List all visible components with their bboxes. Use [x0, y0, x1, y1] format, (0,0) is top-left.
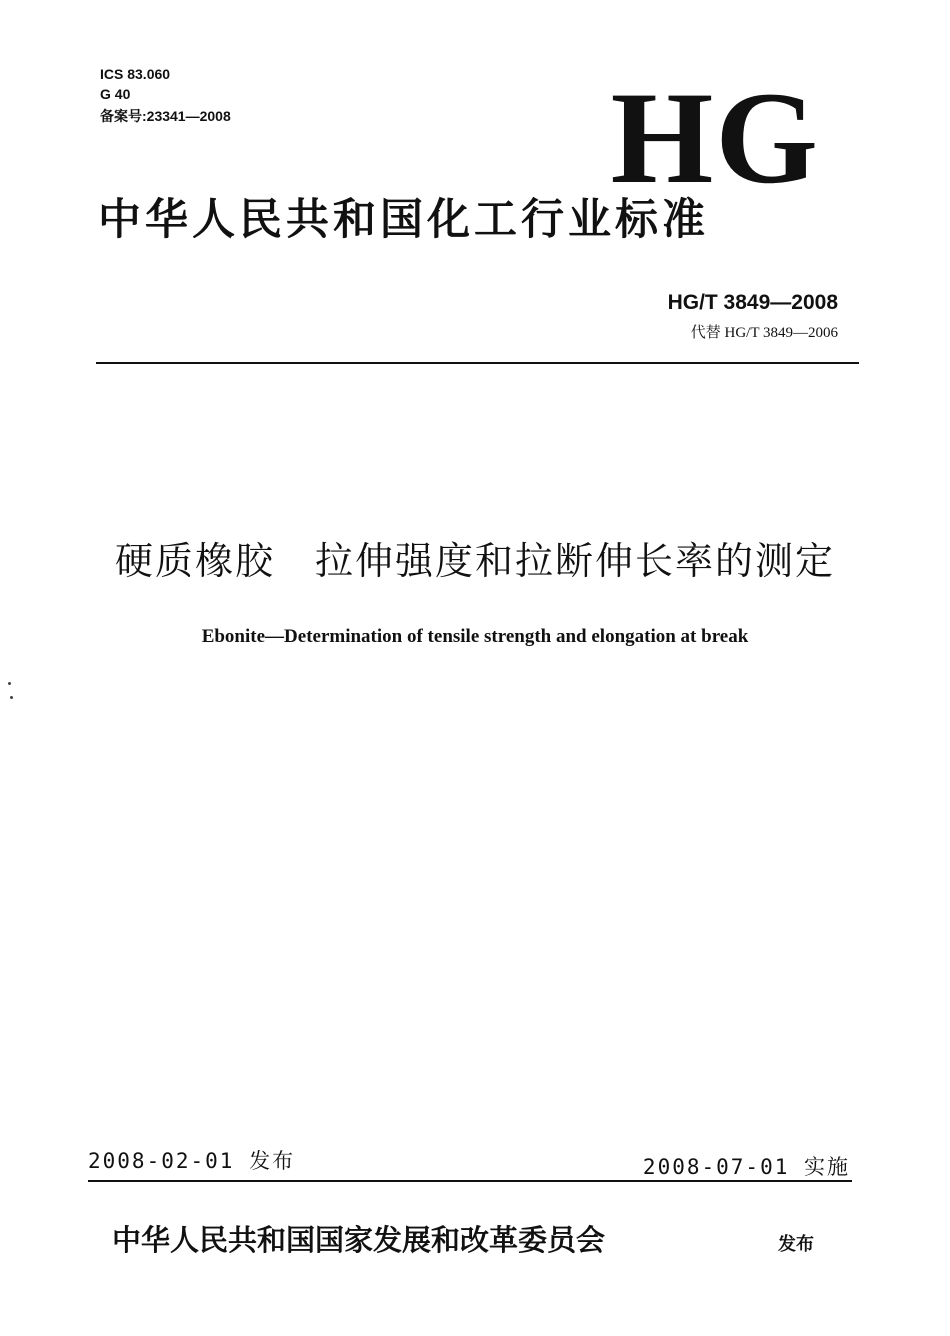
publish-label: 发布 [778, 1234, 814, 1255]
document-title-english: Ebonite—Determination of tensile strength and elongation at break [201, 626, 749, 647]
replaces-standard: 代替 HG/T 3849—2006 [690, 325, 838, 341]
standard-category-title: 中华人民共和国化工行业标准 [98, 195, 709, 245]
scan-speck [10, 696, 13, 699]
filing-number: 备案号:23341—2008 [100, 108, 231, 124]
publisher-name: 中华人民共和国国家发展和改革委员会 [112, 1223, 606, 1257]
ccs-code: G 40 [100, 86, 131, 102]
hg-standard-mark: HG [610, 64, 820, 211]
issue-date: 2008-02-01 发布 [88, 1149, 296, 1173]
ics-code: ICS 83.060 [100, 66, 171, 82]
effective-date: 2008-07-01 实施 [642, 1155, 850, 1179]
footer-divider [88, 1180, 852, 1182]
standard-number: HG/T 3849—2008 [667, 291, 838, 314]
header-divider [96, 362, 859, 364]
scan-speck [8, 682, 11, 685]
document-title-chinese: 硬质橡胶 拉伸强度和拉断伸长率的测定 [114, 539, 835, 583]
